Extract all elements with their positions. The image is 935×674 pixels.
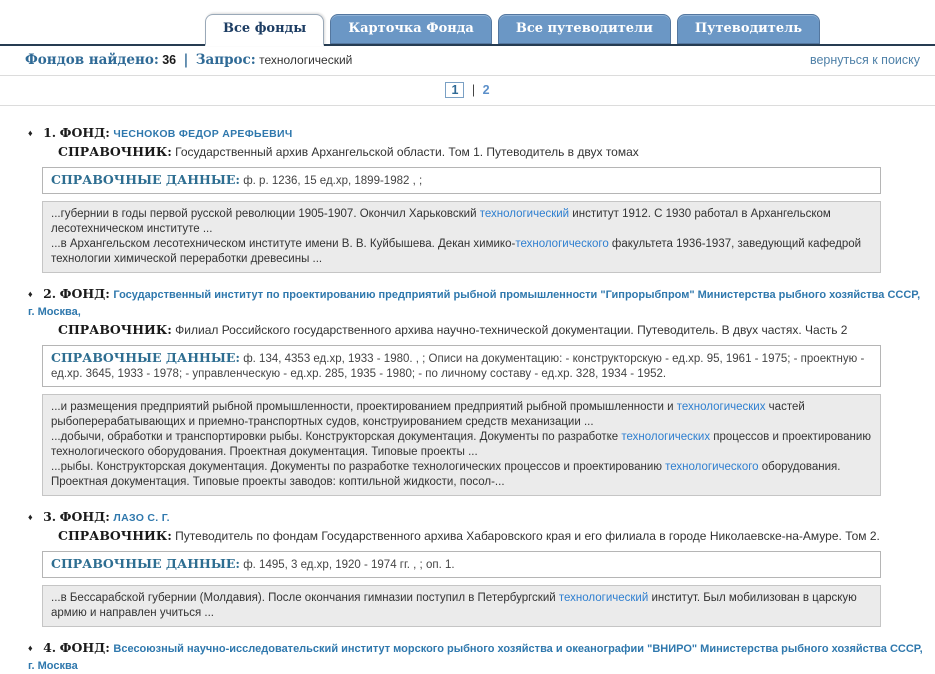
bullet-icon: ♦ (28, 512, 33, 522)
query-label: Запрос: (195, 52, 256, 68)
reference-line (28, 144, 935, 160)
reference-data-box (42, 345, 881, 387)
reference-data-label: СПРАВОЧНЫЕ ДАННЫЕ: (51, 172, 240, 187)
reference-text: Филиал Российского государственного архива научно-технической документации. Путеводитель. В двух частях. Часть 2 (175, 323, 848, 337)
reference-data-label: СПРАВОЧНЫЕ ДАННЫЕ: (51, 556, 240, 571)
snippet-text: ...в Бессарабской губернии (Молдавия). После окончания гимназии поступил в Петербургский технологический институт. Был мобилизован в царскую армию и направлен учиться ... (51, 592, 857, 619)
search-term-highlight: технологический (479, 208, 570, 220)
fond-label: ФОНД: (59, 640, 110, 655)
result-number: 1. (43, 125, 57, 140)
fond-header (28, 286, 935, 320)
status-bar (0, 46, 935, 76)
search-term-highlight: технологического (515, 238, 609, 250)
fond-link[interactable]: Государственный институт по проектированию предприятий рыбной промышленности "Гипрорыбпром" Министерства рыбного хозяйства СССР, г. Москва, (28, 289, 921, 318)
fond-link[interactable]: ЧЕСНОКОВ ФЕДОР АРЕФЬЕВИЧ (113, 128, 293, 140)
bullet-icon: ♦ (28, 643, 33, 653)
result-number: 4. (43, 640, 57, 655)
tab-all-funds[interactable]: Все фонды (205, 14, 324, 46)
snippet-text: ...губернии в годы первой русской революции 1905-1907. Окончил Харьковский технологический институт 1912. С 1930 работал в Архангельском лесотехническом институте ... (51, 208, 831, 235)
fond-label: ФОНД: (59, 509, 110, 524)
snippet-text: ...в Архангельском лесотехническом институте имени В. В. Куйбышева. Декан химико-технологического факультета 1936-1937, заведующий кафедрой технологии химической переработки древесины ... (51, 238, 862, 265)
reference-data-box (42, 167, 881, 194)
reference-data-text: ф. р. 1236, 15 ед.хр, 1899-1982 , ; (243, 175, 423, 187)
search-term-highlight: технологического (665, 461, 759, 473)
snippet-text: ...добычи, обработки и транспортировки рыбы. Конструкторская документация. Документы по разработке технологических процессов и проектированию технологического оборудования. Проектная документация. Типовые проекты ... (51, 431, 871, 458)
results-list (0, 106, 935, 674)
reference-label: СПРАВОЧНИК: (58, 528, 172, 543)
result-item (28, 286, 935, 496)
result-item (28, 640, 935, 674)
fond-header (28, 640, 935, 674)
tab-fund-card[interactable]: Карточка Фонда (330, 14, 492, 44)
fond-header (28, 509, 935, 526)
page-link-2[interactable]: 2 (482, 83, 490, 97)
snippet-box (42, 394, 881, 496)
reference-data-label: СПРАВОЧНЫЕ ДАННЫЕ: (51, 350, 240, 365)
pagination (0, 76, 935, 106)
result-item (28, 509, 935, 627)
found-label: Фондов найдено: (25, 52, 159, 68)
reference-label: СПРАВОЧНИК: (58, 322, 172, 337)
fond-link[interactable]: ЛАЗО С. Г. (113, 512, 170, 524)
tab-bar (0, 0, 935, 46)
fond-link[interactable]: Всесоюзный научно-исследовательский институт морского рыбного хозяйства и океанографии "ВНИРО" Министерства рыбного хозяйства СССР, г. Москва (28, 643, 923, 672)
snippet-text: ...и размещения предприятий рыбной промышленности, проектированием предприятий рыбной промышленности и технологических частей рыбоперерабатывающих и приемно-транспортных судов, конструированием средств механизации ... (51, 401, 805, 428)
bullet-icon: ♦ (28, 289, 33, 299)
query-value: технологический (259, 53, 353, 67)
back-to-search-link[interactable]: вернуться к поиску (809, 53, 920, 67)
found-count: 36 (162, 53, 177, 67)
reference-text: Государственный архив Архангельской области. Том 1. Путеводитель в двух томах (175, 145, 639, 159)
snippet-box (42, 585, 881, 627)
search-term-highlight: технологических (676, 401, 766, 413)
search-term-highlight: технологический (558, 592, 649, 604)
status-separator: | (183, 52, 189, 68)
reference-line (28, 528, 935, 544)
reference-data-text: ф. 1495, 3 ед.хр, 1920 - 1974 гг. , ; оп. 1. (243, 559, 455, 571)
tab-all-guides[interactable]: Все путеводители (498, 14, 671, 44)
reference-data-box (42, 551, 881, 578)
reference-text: Путеводитель по фондам Государственного архива Хабаровского края и его филиала в городе Николаевске-на-Амуре. Том 2. (175, 529, 880, 543)
page-current: 1 (445, 82, 464, 98)
reference-data-text: ф. 134, 4353 ед.хр, 1933 - 1980. , ; Описи на документацию: - конструкторскую - ед.хр. 95, 1961 - 1975; - проектную - ед.хр. 3645, 1933 - 1978; - управленческую - ед.хр. 285, 1935 - 1980; - по личному составу - ед.хр. 328, 1934 - 1952. (51, 353, 865, 380)
tab-guide[interactable]: Путеводитель (677, 14, 820, 44)
reference-line (28, 322, 935, 338)
result-item (28, 125, 935, 273)
search-term-highlight: технологических (621, 431, 711, 443)
result-number: 2. (43, 286, 57, 301)
search-summary (25, 52, 352, 68)
snippet-text: ...рыбы. Конструкторская документация. Документы по разработке технологических процессов и проектированию технологического оборудования. Проектная документация. Типовые проекты заводов: коптильной жидкости, посол-... (51, 461, 841, 488)
fond-label: ФОНД: (59, 125, 110, 140)
fond-header (28, 125, 935, 142)
bullet-icon: ♦ (28, 128, 33, 138)
fond-label: ФОНД: (59, 286, 110, 301)
result-number: 3. (43, 509, 57, 524)
snippet-box (42, 201, 881, 273)
reference-label: СПРАВОЧНИК: (58, 144, 172, 159)
page-separator: | (471, 83, 476, 97)
